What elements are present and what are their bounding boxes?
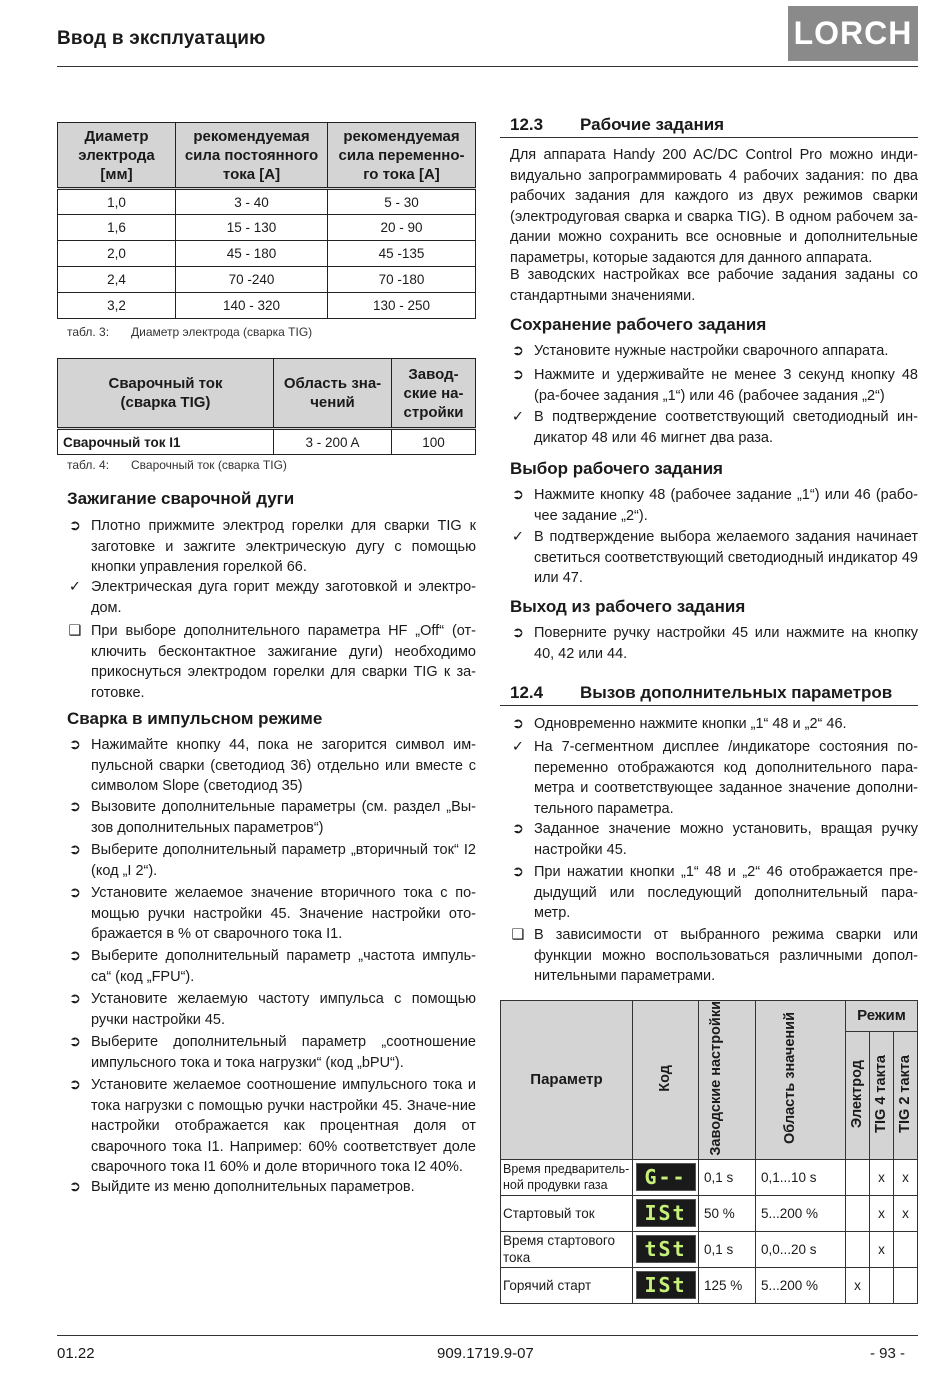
arrow-icon: ➲ — [68, 737, 82, 753]
table-cell: 5...200 % — [756, 1267, 846, 1303]
footer-document-number: 909.1719.9-07 — [437, 1345, 534, 1362]
list-item — [511, 819, 918, 860]
header-text: TIG 4 такта — [873, 1054, 889, 1133]
seven-segment-display: ISt — [636, 1271, 696, 1299]
parameter-table — [500, 1000, 918, 1304]
arrow-icon: ➲ — [68, 1034, 82, 1050]
check-icon: ✓ — [511, 409, 525, 425]
list-item-text: Плотно прижмите электрод горелки для сварки TIG к заготовке и зажгите электрическую дугу с помощью кнопки управления горелкой 66. — [91, 518, 476, 575]
arrow-icon: ➲ — [68, 885, 82, 901]
list-item-text: Выйдите из меню дополнительных параметров. — [91, 1179, 415, 1195]
table-cell — [846, 1231, 870, 1267]
table-cell — [870, 1267, 894, 1303]
list-item — [68, 516, 476, 578]
table-row — [58, 429, 476, 455]
list-item-text: Выберите дополнительный параметр „вторичный ток“ I2 (код „I 2“). — [91, 842, 476, 879]
table-cell — [846, 1159, 870, 1195]
header-rule — [57, 66, 918, 67]
page-number: - 93 - — [870, 1345, 906, 1362]
footer-rule — [57, 1335, 918, 1336]
arrow-icon: ➲ — [511, 343, 525, 359]
table-header — [870, 1031, 894, 1159]
list-item — [511, 365, 918, 406]
list-item — [511, 341, 918, 362]
paragraph: В заводских настройках все рабочие задания заданы со стандартными значениями. — [510, 267, 918, 304]
checkbox-icon: ❑ — [511, 927, 525, 943]
list-item — [511, 527, 918, 589]
list-item-text: Вызовите дополнительные параметры (см. раздел „Вы-зов дополнительных параметров“) — [91, 799, 476, 836]
list-item — [68, 1075, 476, 1178]
arrow-icon: ➲ — [511, 864, 525, 880]
table-cell: x — [870, 1195, 894, 1231]
table-cell: 100 — [392, 429, 476, 455]
caption-number: табл. 4: — [67, 458, 110, 472]
table-row — [501, 1267, 918, 1303]
table-header — [633, 1001, 699, 1160]
list-item — [68, 883, 476, 945]
table-cell — [633, 1267, 699, 1303]
table-cell: 50 % — [699, 1195, 756, 1231]
table-cell: 20 - 90 — [328, 215, 476, 241]
section-title: Вызов дополнительных параметров — [580, 683, 893, 702]
list-item-text: Выберите дополнительный параметр „частота импуль-са“ (код „FPU“). — [91, 948, 476, 985]
current-table — [57, 358, 476, 455]
ignition-heading: Зажигание сварочной дуги — [67, 489, 295, 508]
list-item — [68, 797, 476, 838]
list-item-text: При выборе дополнительного параметра HF „Off“ (от-ключить бесконтактное зажигание дуги) необходимо прикоснуться электродом горелки для сварки TIG к за-готовке. — [91, 623, 476, 701]
table-cell: 15 - 130 — [176, 215, 328, 241]
select-heading: Выбор рабочего задания — [510, 459, 723, 478]
check-icon: ✓ — [68, 579, 82, 595]
check-icon: ✓ — [511, 529, 525, 545]
list-item — [68, 946, 476, 987]
table-header: Область зна-чений — [274, 359, 392, 429]
list-item-text: Электрическая дуга горит между заготовкой и электро-дом. — [91, 579, 476, 616]
table-header: Сварочный ток (сварка TIG) — [58, 359, 274, 429]
table-cell: 3,2 — [58, 293, 176, 319]
header-text: Электрод — [849, 1059, 865, 1128]
table-cell: Время стартового тока — [501, 1231, 633, 1267]
list-item — [511, 714, 918, 735]
header-text: Код — [657, 1064, 673, 1092]
table-cell: 70 -180 — [328, 267, 476, 293]
check-icon: ✓ — [511, 739, 525, 755]
list-item — [511, 623, 918, 664]
table-row — [58, 293, 476, 319]
table-cell: 2,4 — [58, 267, 176, 293]
list-item — [68, 840, 476, 881]
seven-segment-display: ISt — [636, 1199, 696, 1227]
table-cell: Стартовый ток — [501, 1195, 633, 1231]
list-item-text: Одновременно нажмите кнопки „1“ 48 и „2“ 46. — [534, 716, 847, 732]
table-cell: 0,1 s — [699, 1231, 756, 1267]
table-cell — [633, 1231, 699, 1267]
section-number: 12.4 — [510, 683, 544, 702]
table-cell: 125 % — [699, 1267, 756, 1303]
list-item-text: Установите желаемую частоту импульса с помощью ручки настройки 45. — [91, 991, 476, 1028]
list-item-text: В зависимости от выбранного режима сварки или функции можно воспользоваться различными допол-нительными параметрами. — [534, 927, 918, 984]
table-cell: 1,0 — [58, 189, 176, 215]
list-item — [68, 1032, 476, 1073]
table-header — [846, 1031, 870, 1159]
footer-date: 01.22 — [57, 1345, 95, 1362]
table-row — [501, 1159, 918, 1195]
section-title: Рабочие задания — [580, 115, 725, 134]
list-item-text: Установите желаемое соотношение импульсного тока и тока нагрузки с помощью ручки настройки 45. Значе-ние настройки отображается как процентная доля от сварочного тока I1. Например: 60% соответствует доле сварочного тока I1 60% и доле вторичного тока I2 40%. — [91, 1077, 476, 1175]
arrow-icon: ➲ — [511, 716, 525, 732]
list-item — [68, 1177, 476, 1198]
table-cell: Время предваритель-ной продувки газа — [501, 1159, 633, 1195]
arrow-icon: ➲ — [68, 518, 82, 534]
arrow-icon: ➲ — [68, 1077, 82, 1093]
arrow-icon: ➲ — [68, 842, 82, 858]
list-item — [68, 735, 476, 797]
list-item-text: В подтверждение выбора желаемого задания начинает светиться соответствующий светодиодный индикатор 49 или 47. — [534, 529, 918, 586]
table-cell: x — [870, 1231, 894, 1267]
arrow-icon: ➲ — [511, 367, 525, 383]
table-header — [894, 1031, 918, 1159]
list-item — [68, 577, 476, 618]
section-12-3-heading — [510, 115, 724, 135]
table-cell: x — [870, 1159, 894, 1195]
electrode-table — [57, 122, 476, 319]
table-header: рекомендуемая сила постоянного тока [A] — [176, 123, 328, 189]
list-item-text: Установите желаемое значение вторичного тока с по-мощью ручки настройки 45. Значение настройки ото-бражается в % от сварочного тока I1. — [91, 885, 476, 942]
table-cell: 70 -240 — [176, 267, 328, 293]
arrow-icon: ➲ — [511, 487, 525, 503]
list-item-text: Выберите дополнительный параметр „соотношение импульсного тока и тока нагрузки“ (код „bPU“). — [91, 1034, 476, 1071]
seven-segment-display: tSt — [636, 1235, 696, 1263]
table-header: рекомендуемая сила переменно-го тока [A] — [328, 123, 476, 189]
table-cell — [633, 1195, 699, 1231]
arrow-icon: ➲ — [511, 625, 525, 641]
list-item — [511, 485, 918, 526]
table-header: Режим — [846, 1001, 918, 1032]
table-caption — [67, 458, 287, 472]
table-cell — [633, 1159, 699, 1195]
section-12-4-heading — [510, 683, 892, 703]
arrow-icon: ➲ — [68, 991, 82, 1007]
list-item-text: В подтверждение соответствующий светодиодный ин-дикатор 48 или 46 мигнет два раза. — [534, 409, 918, 446]
caption-text: Диаметр электрода (сварка TIG) — [131, 325, 313, 339]
table-cell: 140 - 320 — [176, 293, 328, 319]
table-cell — [894, 1231, 918, 1267]
exit-heading: Выход из рабочего задания — [510, 597, 746, 616]
header-text: Область значений — [781, 1012, 798, 1145]
table-header — [699, 1001, 756, 1160]
table-cell: x — [894, 1195, 918, 1231]
table-row — [58, 267, 476, 293]
table-cell: 2,0 — [58, 241, 176, 267]
list-item-text: На 7-сегментном дисплее /индикаторе состояния по-переменно отображаются код дополнительного пара-метра и соответствующее заданное значение дополни-тельного параметра. — [534, 739, 918, 817]
table-caption — [67, 325, 312, 339]
caption-number: табл. 3: — [67, 325, 110, 339]
table-row — [58, 241, 476, 267]
list-item-text: Нажмите кнопку 48 (рабочее задание „1“) или 46 (рабо-чее задание „2“). — [534, 487, 918, 524]
table-row — [58, 215, 476, 241]
page-title: Ввод в эксплуатацию — [57, 28, 266, 49]
table-row — [501, 1195, 918, 1231]
section-rule — [500, 705, 918, 706]
table-cell: 130 - 250 — [328, 293, 476, 319]
list-item — [511, 737, 918, 819]
section-number: 12.3 — [510, 115, 544, 134]
table-cell: Горячий старт — [501, 1267, 633, 1303]
table-cell: 0,1...10 s — [756, 1159, 846, 1195]
list-item — [511, 925, 918, 987]
table-cell: 0,0...20 s — [756, 1231, 846, 1267]
table-cell — [894, 1267, 918, 1303]
table-cell: 5...200 % — [756, 1195, 846, 1231]
table-header: Диаметр электрода [мм] — [58, 123, 176, 189]
paragraph: Для аппарата Handy 200 AC/DC Control Pro можно инди-видуально запрограммировать 4 рабочих задания: по два рабочих задания для каждого из двух режимов сварки (электродуговая сварка и сварка TIG). В одном рабочем за-дании можно сохранить все основные и дополнительные параметры, которые задаются для данного аппарата. — [510, 147, 918, 266]
arrow-icon: ➲ — [68, 799, 82, 815]
section-rule — [500, 137, 918, 138]
list-item — [68, 621, 476, 703]
table-cell: 1,6 — [58, 215, 176, 241]
table-cell: 45 -135 — [328, 241, 476, 267]
table-cell: Сварочный ток I1 — [58, 429, 274, 455]
caption-text: Сварочный ток (сварка TIG) — [131, 458, 287, 472]
brand-logo: LORCH — [788, 6, 918, 61]
arrow-icon: ➲ — [511, 821, 525, 837]
arrow-icon: ➲ — [68, 948, 82, 964]
table-cell: 3 - 40 — [176, 189, 328, 215]
list-item-text: Нажимайте кнопку 44, пока не загорится символ им-пульсной сварки (светодиод 36) отдельно или вместе с символом Slope (светодиод 35) — [91, 737, 476, 794]
table-header: Завод-ские на-стройки — [392, 359, 476, 429]
list-item — [511, 862, 918, 924]
header-text: Заводские настройки — [708, 1001, 724, 1156]
table-cell: x — [894, 1159, 918, 1195]
list-item — [68, 989, 476, 1030]
list-item-text: При нажатии кнопки „1“ 48 и „2“ 46 отображается пре-дыдущий или последующий дополнительный пара-метр. — [534, 864, 918, 921]
save-heading: Сохранение рабочего задания — [510, 315, 767, 334]
checkbox-icon: ❑ — [68, 623, 82, 639]
table-cell: 3 - 200 A — [274, 429, 392, 455]
arrow-icon: ➲ — [68, 1179, 82, 1195]
list-item-text: Нажмите и удерживайте не менее 3 секунд кнопку 48 (ра-бочее задания „1“) или 46 (рабочее задания „2“) — [534, 367, 918, 404]
pulse-heading: Сварка в импульсном режиме — [67, 709, 323, 728]
list-item-text: Поверните ручку настройки 45 или нажмите на кнопку 40, 42 или 44. — [534, 625, 918, 662]
table-row — [501, 1231, 918, 1267]
table-header: Параметр — [501, 1001, 633, 1160]
table-cell: 0,1 s — [699, 1159, 756, 1195]
table-cell: x — [846, 1267, 870, 1303]
table-cell: 45 - 180 — [176, 241, 328, 267]
list-item-text: Заданное значение можно установить, вращая ручку настройки 45. — [534, 821, 918, 858]
table-cell: 5 - 30 — [328, 189, 476, 215]
table-row — [58, 189, 476, 215]
list-item-text: Установите нужные настройки сварочного аппарата. — [534, 343, 889, 359]
header-text: TIG 2 такта — [897, 1054, 913, 1133]
table-cell — [846, 1195, 870, 1231]
seven-segment-display: G-- — [636, 1163, 696, 1191]
list-item — [511, 407, 918, 448]
table-header — [756, 1001, 846, 1160]
